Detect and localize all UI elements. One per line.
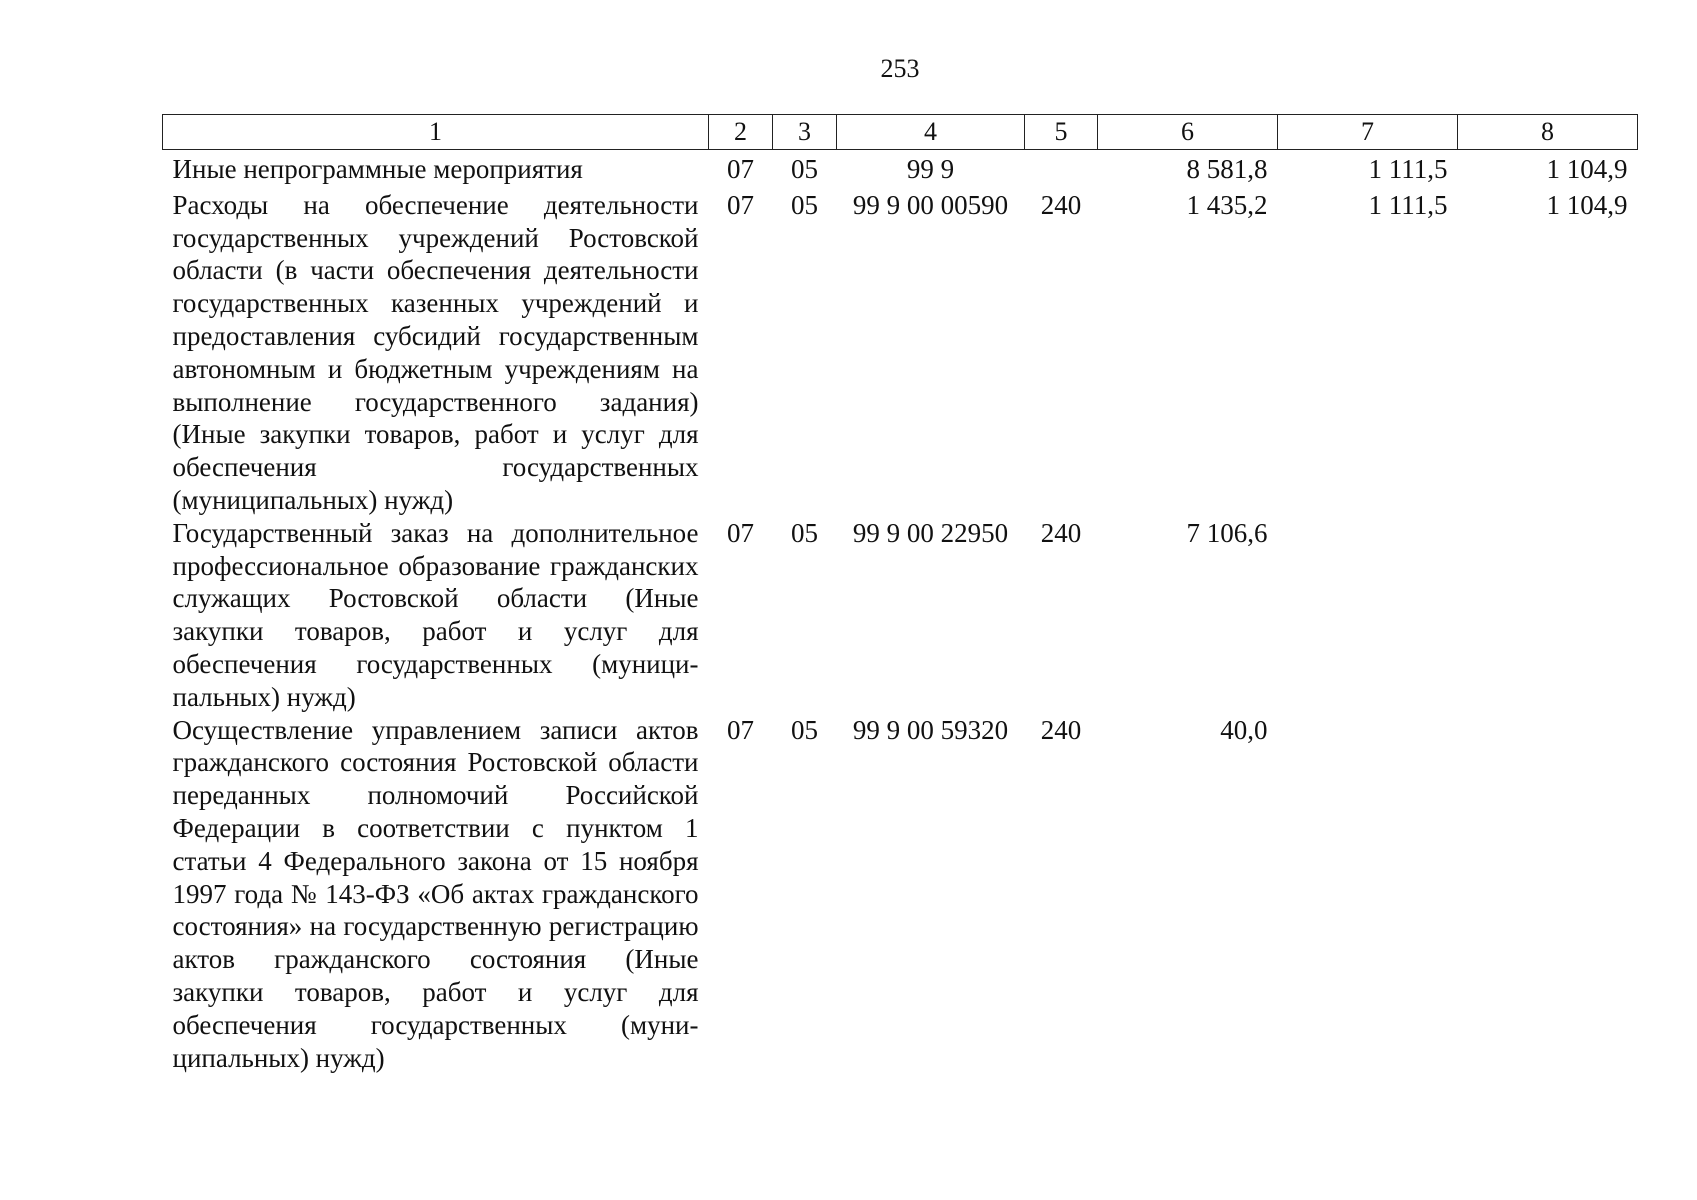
column-header-2: 2: [709, 115, 773, 150]
row-amount-8: [1458, 517, 1638, 714]
row-target-article: 99 9: [906, 154, 955, 184]
row-target-article: 99 9 00 00590: [852, 189, 1009, 220]
row-amount-8: 1 104,9: [1546, 189, 1628, 220]
row-amount-7: 1 111,5: [1368, 189, 1448, 220]
table-row: [163, 517, 1638, 714]
budget-table: [162, 114, 1638, 1074]
row-description: Расходы на обеспечение деятельности государственных учреждений Ростовской области (в части обеспечения деятельности государственных казенных учреждений и предоставления субсидий государственным автономным и бюджетным учреждениям на выполнение государственного задания) (Иные закупки товаров, работ и услуг для обеспечения государственных (муниципальных) нужд): [172, 189, 699, 515]
column-header-6: 6: [1098, 115, 1278, 150]
row-section: 07: [727, 517, 754, 548]
row-target-article: 99 9 00 59320: [852, 714, 1009, 745]
table-body: [163, 150, 1638, 1075]
row-expense-type: 240: [1040, 517, 1082, 548]
column-header-1: 1: [163, 115, 709, 150]
row-amount-6: 1 435,2: [1186, 189, 1268, 220]
row-subsection: 05: [791, 517, 818, 548]
page-number: 253: [880, 54, 920, 83]
row-amount-8: 1 104,9: [1546, 154, 1628, 184]
column-header-5: 5: [1025, 115, 1098, 150]
header-row: [163, 115, 1638, 150]
row-section: 07: [727, 189, 754, 220]
row-amount-7: [1278, 517, 1458, 714]
row-amount-8: [1458, 714, 1638, 1075]
row-section: 07: [727, 154, 754, 184]
row-amount-6: 8 581,8: [1186, 154, 1268, 184]
table-row: [163, 153, 1638, 186]
row-expense-type: 240: [1040, 714, 1082, 745]
row-description: Государственный заказ на дополнительное профессиональное образование гражданских служащих Ростовской области (Иные закупки товаров, работ и услуг для обеспечения государственных (муниципальных) нужд): [172, 517, 699, 712]
row-description: Осуществление управлением записи актов гражданского состояния Ростовской области переданных полномочий Российской Федерации в соответствии с пунктом 1 статьи 4 Федерального закона от 15 ноября 1997 года № 143-ФЗ «Об актах гражданского состояния» на государственную регистрацию актов гражданского состояния (Иные закупки товаров, работ и услуг для обеспечения государственных (муниципальных) нужд): [172, 714, 699, 1073]
row-description: Иные непрограммные мероприятия: [172, 154, 583, 184]
row-subsection: 05: [791, 714, 818, 745]
column-header-8: 8: [1458, 115, 1638, 150]
row-target-article: 99 9 00 22950: [852, 517, 1009, 548]
table-header: [163, 115, 1638, 150]
row-subsection: 05: [791, 189, 818, 220]
row-amount-6: 40,0: [1220, 714, 1268, 745]
row-amount-6: 7 106,6: [1186, 517, 1268, 548]
column-header-4: 4: [837, 115, 1025, 150]
row-amount-7: [1278, 714, 1458, 1075]
row-section: 07: [727, 714, 754, 745]
column-header-3: 3: [773, 115, 837, 150]
row-subsection: 05: [791, 154, 818, 184]
table-row: [163, 714, 1638, 1075]
column-header-7: 7: [1278, 115, 1458, 150]
row-expense-type: [1025, 153, 1098, 186]
row-amount-7: 1 111,5: [1368, 154, 1448, 184]
row-expense-type: 240: [1040, 189, 1082, 220]
table-row: [163, 189, 1638, 517]
